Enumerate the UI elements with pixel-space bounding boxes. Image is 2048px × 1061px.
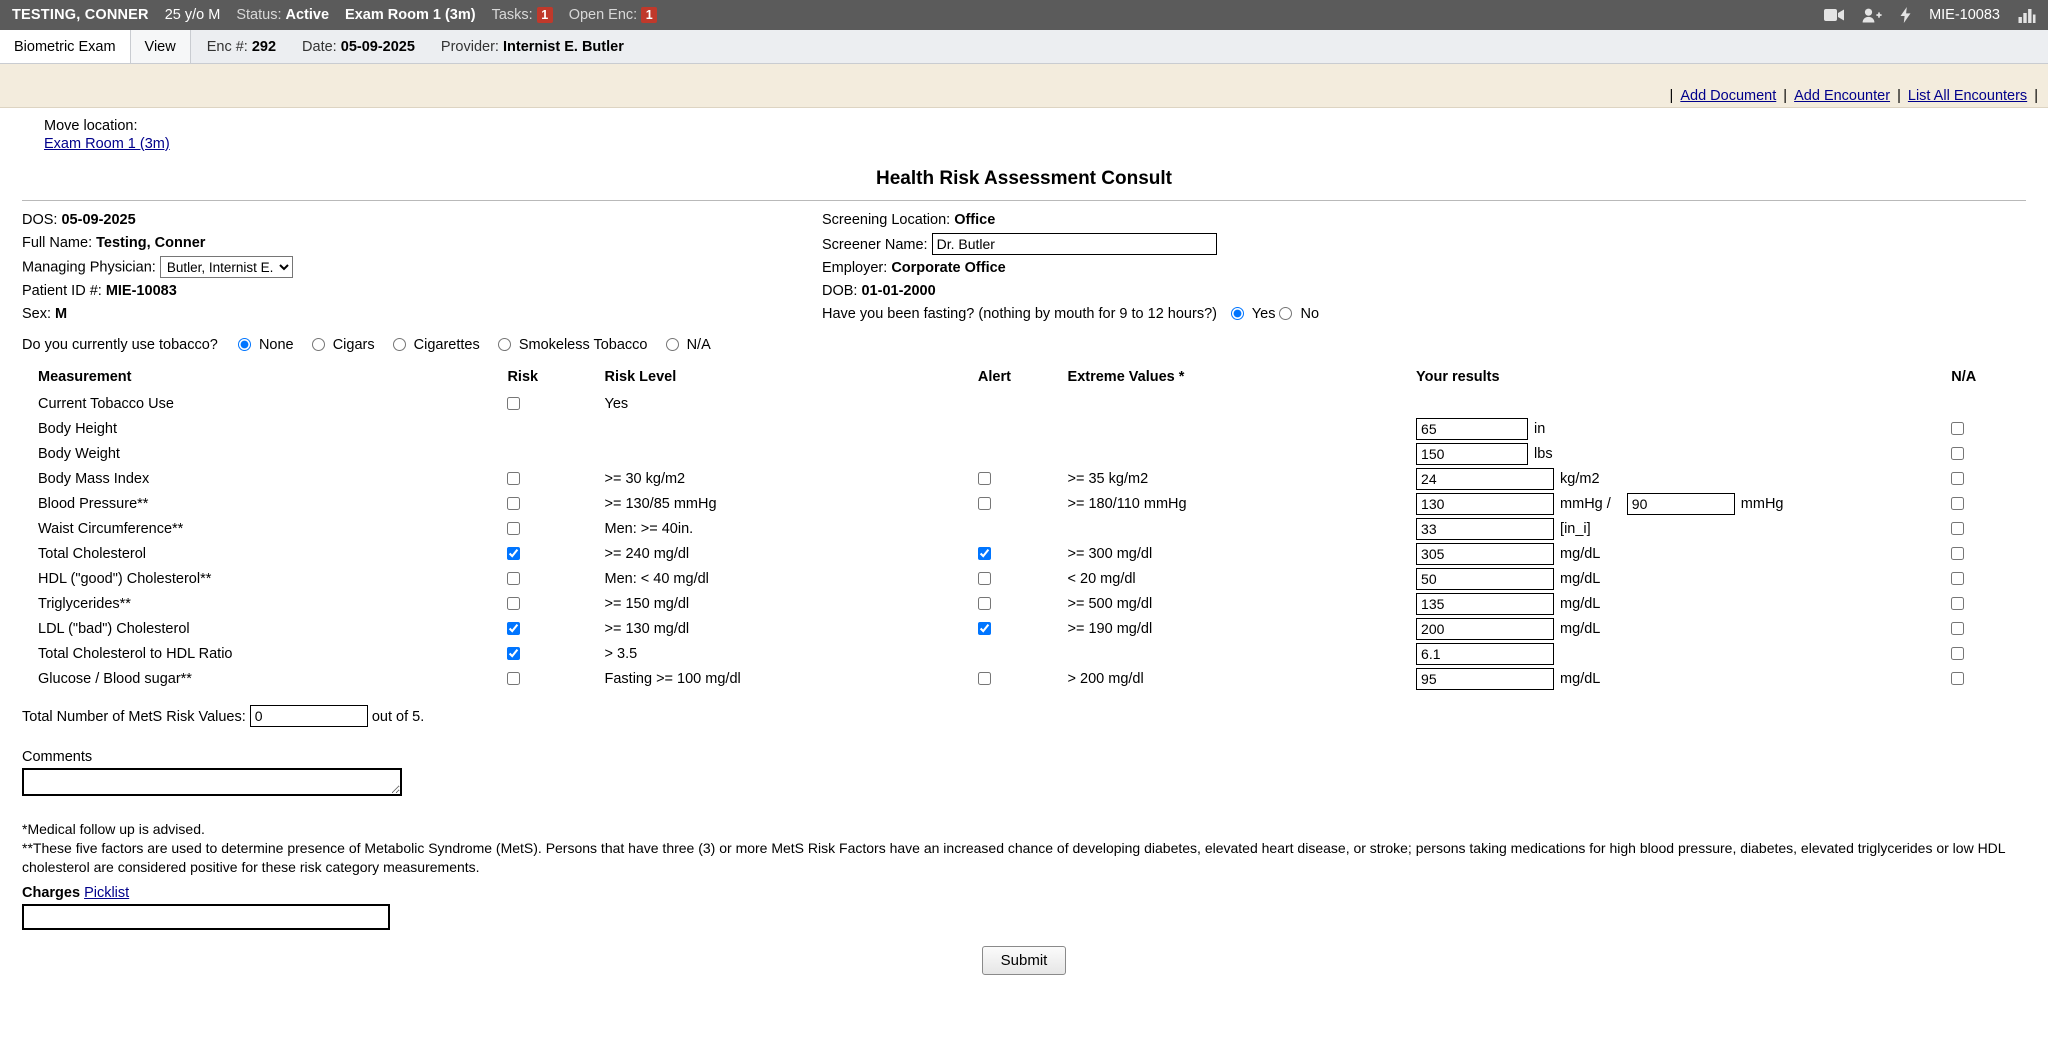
table-row <box>22 616 2026 641</box>
cell-alert <box>978 391 1068 416</box>
sex-label: Sex: <box>22 306 52 322</box>
tobacco-radio-none-label: None <box>258 337 294 353</box>
alert-checkbox[interactable] <box>978 472 991 485</box>
patient-id-field <box>22 281 822 301</box>
list-all-encounters-link[interactable]: List All Encounters <box>1907 88 2028 104</box>
cell-alert <box>978 441 1068 466</box>
header-risk: Risk <box>507 369 539 385</box>
risk-checkbox[interactable] <box>507 472 520 485</box>
fullname-field <box>22 233 822 253</box>
cell-na <box>1951 566 2026 591</box>
na-checkbox[interactable] <box>1951 522 1964 535</box>
result-input[interactable] <box>1416 443 1528 465</box>
footnote-mets-explanation: **These five factors are used to determine presence of Metabolic Syndrome (MetS). Persons that have three (3) or more MetS Risk Factors have an increased chance of developing diabetes, elevated heart disease, or stroke; persons taking medications for high blood pressure, diabetes, elevated triglycerides or low HDL cholesterol are considered positive for these risk category measurements. <box>22 840 2006 875</box>
cell-extreme-value: >= 35 kg/m2 <box>1067 470 1149 487</box>
cell-risk <box>507 666 604 691</box>
screening-location-label: Screening Location: <box>822 212 951 228</box>
cell-result <box>1416 616 1951 641</box>
table-row <box>22 591 2026 616</box>
managing-physician-field <box>22 256 822 278</box>
encounter-provider-value: Internist E. Butler <box>502 38 624 55</box>
mets-total-label: Total Number of MetS Risk Values: <box>22 709 246 725</box>
cell-risk-level: >= 130/85 mmHg <box>604 495 717 512</box>
risk-checkbox[interactable] <box>507 597 520 610</box>
na-checkbox[interactable] <box>1951 622 1964 635</box>
cell-result <box>1416 516 1951 541</box>
encounter-number-value: 292 <box>251 38 277 55</box>
cell-alert <box>978 516 1068 541</box>
table-row <box>22 566 2026 591</box>
cell-risk <box>507 441 604 466</box>
tobacco-radio-na[interactable] <box>666 338 679 351</box>
cell-measurement: Body Weight <box>38 445 120 462</box>
cell-result <box>1416 416 1951 441</box>
picklist-link[interactable]: Picklist <box>84 885 130 901</box>
move-location-label: Move location: <box>44 118 138 134</box>
result-unit: mg/dL <box>1560 670 1601 687</box>
table-row <box>22 466 2026 491</box>
measurements-table <box>22 369 2026 691</box>
tobacco-radio-cigarettes-label: Cigarettes <box>413 337 480 353</box>
patient-info-right <box>822 207 2026 327</box>
cell-extreme-value: >= 300 mg/dl <box>1067 545 1153 562</box>
cell-measurement: Waist Circumference** <box>38 520 184 537</box>
result-unit: mg/dL <box>1560 570 1601 587</box>
tobacco-radio-none[interactable] <box>238 338 251 351</box>
lightning-bolt-icon[interactable] <box>1900 7 1911 23</box>
cell-risk <box>507 391 604 416</box>
screening-location-field <box>822 210 2026 230</box>
alert-checkbox[interactable] <box>978 497 991 510</box>
header-your-results: Your results <box>1416 369 1500 385</box>
patient-info-columns <box>22 207 2026 327</box>
managing-physician-select[interactable] <box>160 256 293 278</box>
add-user-icon[interactable] <box>1862 8 1882 23</box>
fullname-label: Full Name: <box>22 235 93 251</box>
tasks-label: Tasks: <box>491 7 533 23</box>
risk-checkbox[interactable] <box>507 497 520 510</box>
result-entry <box>1416 518 1951 540</box>
dob-label: DOB: <box>822 283 858 299</box>
cell-measurement: Body Height <box>38 420 117 437</box>
result-input[interactable] <box>1416 593 1554 615</box>
tobacco-use-row <box>22 335 2026 355</box>
table-header-row <box>22 369 2026 391</box>
tobacco-radio-na-label: N/A <box>686 337 711 353</box>
fasting-radio-yes-label: Yes <box>1251 306 1276 322</box>
na-checkbox[interactable] <box>1951 572 1964 585</box>
add-document-link[interactable]: Add Document <box>1680 88 1777 104</box>
tobacco-radio-smokeless[interactable] <box>498 338 511 351</box>
result-unit: lbs <box>1534 445 1553 462</box>
patient-id-value: MIE-10083 <box>105 283 177 299</box>
cell-extreme-value: >= 180/110 mmHg <box>1067 495 1187 512</box>
open-encounters-count-badge[interactable]: 1 <box>641 7 657 23</box>
cell-risk-level: >= 30 kg/m2 <box>604 470 686 487</box>
na-checkbox[interactable] <box>1951 672 1964 685</box>
na-checkbox[interactable] <box>1951 472 1964 485</box>
result-unit: [in_i] <box>1560 520 1591 537</box>
cell-risk <box>507 491 604 516</box>
encounter-provider-label: Provider: <box>440 38 499 55</box>
table-row <box>22 391 2026 416</box>
cell-result <box>1416 566 1951 591</box>
screening-location-value: Office <box>954 212 996 228</box>
cell-measurement: Total Cholesterol to HDL Ratio <box>38 645 233 662</box>
sex-value: M <box>55 306 68 322</box>
cell-extreme-value <box>1068 441 1417 466</box>
cell-measurement: Current Tobacco Use <box>38 395 174 412</box>
charges-input[interactable] <box>22 904 390 930</box>
cell-result <box>1416 641 1951 666</box>
cell-risk <box>507 541 604 566</box>
cell-risk <box>507 616 604 641</box>
cell-extreme-value: >= 500 mg/dl <box>1067 595 1153 612</box>
risk-checkbox[interactable] <box>507 547 520 560</box>
cell-alert <box>978 616 1068 641</box>
result-entry <box>1416 593 1951 615</box>
cell-alert <box>978 416 1068 441</box>
result-input[interactable] <box>1416 468 1554 490</box>
document-actions-band <box>0 64 2048 108</box>
cell-na <box>1951 616 2026 641</box>
alert-checkbox[interactable] <box>978 547 991 560</box>
footnote-medical-followup: *Medical follow up is advised. <box>22 821 205 837</box>
risk-checkbox[interactable] <box>507 647 520 660</box>
charges-label: Charges <box>22 885 81 901</box>
tobacco-question: Do you currently use tobacco? <box>22 337 218 353</box>
cell-extreme-value <box>1068 641 1417 666</box>
cell-result <box>1416 466 1951 491</box>
add-encounter-link[interactable]: Add Encounter <box>1794 88 1891 104</box>
cell-risk-level: >= 240 mg/dl <box>604 545 690 562</box>
na-checkbox[interactable] <box>1951 647 1964 660</box>
result-entry <box>1416 443 1951 465</box>
na-checkbox[interactable] <box>1951 447 1964 460</box>
alert-checkbox[interactable] <box>978 597 991 610</box>
cell-risk-level: >= 130 mg/dl <box>604 620 690 637</box>
tobacco-radio-cigars-label: Cigars <box>332 337 375 353</box>
na-checkbox[interactable] <box>1951 597 1964 610</box>
cell-result <box>1416 491 1951 516</box>
cell-alert <box>978 591 1068 616</box>
dos-field <box>22 210 822 230</box>
fasting-radio-yes[interactable] <box>1231 307 1244 320</box>
cell-measurement: Triglycerides** <box>38 595 131 612</box>
tab-biometric-exam-label: Biometric Exam <box>14 38 116 55</box>
pipe-separator-3: | <box>1897 88 1901 104</box>
table-row <box>22 491 2026 516</box>
employer-value: Corporate Office <box>891 260 1006 276</box>
header-measurement: Measurement <box>38 369 132 385</box>
fasting-field <box>822 304 2026 324</box>
cell-measurement: Body Mass Index <box>38 470 150 487</box>
na-checkbox[interactable] <box>1951 422 1964 435</box>
result-entry <box>1416 543 1951 565</box>
cell-measurement: HDL ("good") Cholesterol** <box>38 570 212 587</box>
header-extreme-values: Extreme Values * <box>1067 369 1185 385</box>
tab-view-label: View <box>144 38 176 55</box>
na-checkbox[interactable] <box>1951 547 1964 560</box>
cell-risk <box>507 566 604 591</box>
page-title: Health Risk Assessment Consult <box>876 168 1172 189</box>
result-unit: mg/dL <box>1560 595 1601 612</box>
fasting-radio-no[interactable] <box>1279 307 1292 320</box>
move-location-block <box>44 118 2026 152</box>
cell-risk-level: Fasting >= 100 mg/dl <box>604 670 741 687</box>
cell-extreme-value <box>1068 516 1417 541</box>
alert-checkbox[interactable] <box>978 622 991 635</box>
submit-row <box>22 946 2026 975</box>
result-input[interactable] <box>1416 418 1528 440</box>
managing-physician-label: Managing Physician: <box>22 259 156 276</box>
result-unit: in <box>1534 420 1546 437</box>
cell-na <box>1951 441 2026 466</box>
move-location-link[interactable]: Exam Room 1 (3m) <box>44 136 170 152</box>
fasting-option-no[interactable] <box>1279 306 1319 322</box>
fullname-value: Testing, Conner <box>96 235 206 251</box>
cell-risk-level: Yes <box>604 395 629 412</box>
table-row <box>22 641 2026 666</box>
comments-label: Comments <box>22 749 93 765</box>
risk-checkbox[interactable] <box>507 522 520 535</box>
header-risk-level: Risk Level <box>604 369 677 385</box>
employer-label: Employer: <box>822 260 888 276</box>
cell-alert <box>978 641 1068 666</box>
result-entry <box>1416 568 1951 590</box>
screener-name-label: Screener Name: <box>822 237 928 253</box>
result-entry <box>1416 493 1951 515</box>
risk-checkbox[interactable] <box>507 622 520 635</box>
cell-risk <box>507 591 604 616</box>
table-row <box>22 516 2026 541</box>
cell-result <box>1416 541 1951 566</box>
screener-name-field <box>822 233 2026 255</box>
table-row <box>22 541 2026 566</box>
cell-na <box>1951 541 2026 566</box>
table-row <box>22 666 2026 691</box>
exam-room[interactable]: Exam Room 1 (3m) <box>345 7 476 23</box>
result-input[interactable] <box>1416 493 1554 515</box>
cell-measurement: Glucose / Blood sugar** <box>38 670 192 687</box>
tab-view[interactable] <box>131 30 191 63</box>
cell-alert <box>978 541 1068 566</box>
measurements-table-body <box>22 391 2026 691</box>
result-input-secondary[interactable] <box>1627 493 1735 515</box>
cell-alert <box>978 566 1068 591</box>
result-unit: mg/dL <box>1560 620 1601 637</box>
result-unit: kg/m2 <box>1560 470 1600 487</box>
cell-risk <box>507 516 604 541</box>
result-input[interactable] <box>1416 543 1554 565</box>
comments-textarea[interactable] <box>22 768 402 796</box>
encounter-date-label: Date: <box>302 38 337 55</box>
header-na: N/A <box>1951 369 1977 385</box>
tobacco-radio-smokeless-label: Smokeless Tobacco <box>518 337 648 353</box>
result-entry <box>1416 468 1951 490</box>
tobacco-option-cigarettes[interactable] <box>393 337 484 353</box>
cell-extreme-value: >= 190 mg/dl <box>1067 620 1153 637</box>
cell-alert <box>978 466 1068 491</box>
cell-risk <box>507 466 604 491</box>
fasting-option-yes[interactable] <box>1231 306 1279 322</box>
result-input[interactable] <box>1416 618 1554 640</box>
cell-measurement: Total Cholesterol <box>38 545 146 562</box>
cell-extreme-value: > 200 mg/dl <box>1067 670 1144 687</box>
patient-header-bar <box>0 0 2048 30</box>
status-value: Active <box>285 7 330 23</box>
cell-measurement: Blood Pressure** <box>38 495 149 512</box>
form-page <box>0 108 2048 975</box>
cell-risk-level: Men: >= 40in. <box>604 520 694 537</box>
cell-na <box>1951 641 2026 666</box>
charges-block <box>22 885 2026 930</box>
cell-alert <box>978 666 1068 691</box>
cell-extreme-value <box>1068 391 1417 416</box>
cell-risk-level <box>605 416 978 441</box>
table-row <box>22 416 2026 441</box>
cell-risk-level: Men: < 40 mg/dl <box>604 570 709 587</box>
cell-risk <box>507 641 604 666</box>
cell-na <box>1951 516 2026 541</box>
header-alert: Alert <box>977 369 1011 385</box>
mets-total-row <box>22 705 2026 729</box>
cell-result <box>1416 441 1951 466</box>
sex-field <box>22 304 822 324</box>
encounter-meta <box>191 30 646 63</box>
cell-na <box>1951 391 2026 416</box>
dos-value: 05-09-2025 <box>61 212 136 228</box>
tasks-count-badge[interactable]: 1 <box>537 7 553 23</box>
pipe-separator-1: | <box>1669 88 1674 104</box>
video-camera-icon[interactable] <box>1824 8 1844 22</box>
fasting-radio-no-label: No <box>1300 306 1320 322</box>
result-input[interactable] <box>1416 568 1554 590</box>
pipe-separator-4: | <box>2034 88 2038 104</box>
cell-na <box>1951 666 2026 691</box>
result-entry <box>1416 618 1951 640</box>
measurements-table-head <box>22 369 2026 391</box>
encounter-toolbar <box>0 30 2048 64</box>
alert-checkbox[interactable] <box>978 572 991 585</box>
risk-checkbox[interactable] <box>507 397 520 410</box>
result-input[interactable] <box>1416 668 1554 690</box>
result-input[interactable] <box>1416 643 1554 665</box>
dob-value: 01-01-2000 <box>861 283 936 299</box>
patient-age-sex: 25 y/o M <box>164 7 221 23</box>
alert-checkbox[interactable] <box>978 672 991 685</box>
cell-result <box>1416 666 1951 691</box>
dos-label: DOS: <box>22 212 58 228</box>
cell-risk <box>507 416 604 441</box>
cell-na <box>1951 591 2026 616</box>
patient-mrn: MIE-10083 <box>1929 7 2000 23</box>
result-entry <box>1416 668 1951 690</box>
footnotes <box>22 820 2026 877</box>
pipe-separator-2: | <box>1783 88 1788 104</box>
cell-measurement: LDL ("bad") Cholesterol <box>38 620 190 637</box>
encounter-number-label: Enc #: <box>206 38 248 55</box>
risk-checkbox[interactable] <box>507 672 520 685</box>
dob-field <box>822 281 2026 301</box>
status-label: Status: <box>236 7 282 23</box>
result-unit: mmHg / <box>1560 495 1611 512</box>
tobacco-radio-cigarettes[interactable] <box>393 338 406 351</box>
cell-alert <box>978 491 1068 516</box>
cell-extreme-value <box>1068 416 1417 441</box>
tobacco-radio-cigars[interactable] <box>312 338 325 351</box>
cell-risk-level: >= 150 mg/dl <box>604 595 690 612</box>
cell-extreme-value: < 20 mg/dl <box>1067 570 1136 587</box>
cell-na <box>1951 491 2026 516</box>
tobacco-option-cigars[interactable] <box>312 337 379 353</box>
table-row <box>22 441 2026 466</box>
risk-checkbox[interactable] <box>507 572 520 585</box>
mets-total-input[interactable] <box>250 705 368 727</box>
tobacco-option-smokeless[interactable] <box>498 337 652 353</box>
submit-button[interactable]: Submit <box>982 946 1067 975</box>
bar-chart-icon[interactable] <box>2018 8 2036 23</box>
encounter-date-value: 05-09-2025 <box>340 38 415 55</box>
mets-total-suffix: out of 5. <box>371 709 425 725</box>
patient-id-label: Patient ID #: <box>22 283 102 299</box>
patient-name: TESTING, CONNER <box>12 7 149 23</box>
patient-info-left <box>22 207 822 327</box>
cell-na <box>1951 466 2026 491</box>
result-unit-secondary: mmHg <box>1740 495 1784 512</box>
cell-result <box>1416 391 1951 416</box>
cell-na <box>1951 416 2026 441</box>
title-divider <box>22 200 2026 201</box>
tobacco-option-none[interactable] <box>238 337 298 353</box>
tobacco-option-na[interactable] <box>666 337 711 353</box>
document-actions-links <box>1670 88 2038 104</box>
screener-name-input[interactable] <box>932 233 1217 255</box>
na-checkbox[interactable] <box>1951 497 1964 510</box>
cell-risk-level <box>605 441 978 466</box>
cell-risk-level: > 3.5 <box>604 645 638 662</box>
result-input[interactable] <box>1416 518 1554 540</box>
result-entry <box>1416 418 1951 440</box>
tab-biometric-exam[interactable] <box>0 30 131 63</box>
result-unit: mg/dL <box>1560 545 1601 562</box>
open-enc-label: Open Enc: <box>568 7 638 23</box>
result-entry <box>1416 643 1951 665</box>
cell-result <box>1416 591 1951 616</box>
fasting-question: Have you been fasting? (nothing by mouth for 9 to 12 hours?) <box>822 306 1217 322</box>
employer-field <box>822 258 2026 278</box>
